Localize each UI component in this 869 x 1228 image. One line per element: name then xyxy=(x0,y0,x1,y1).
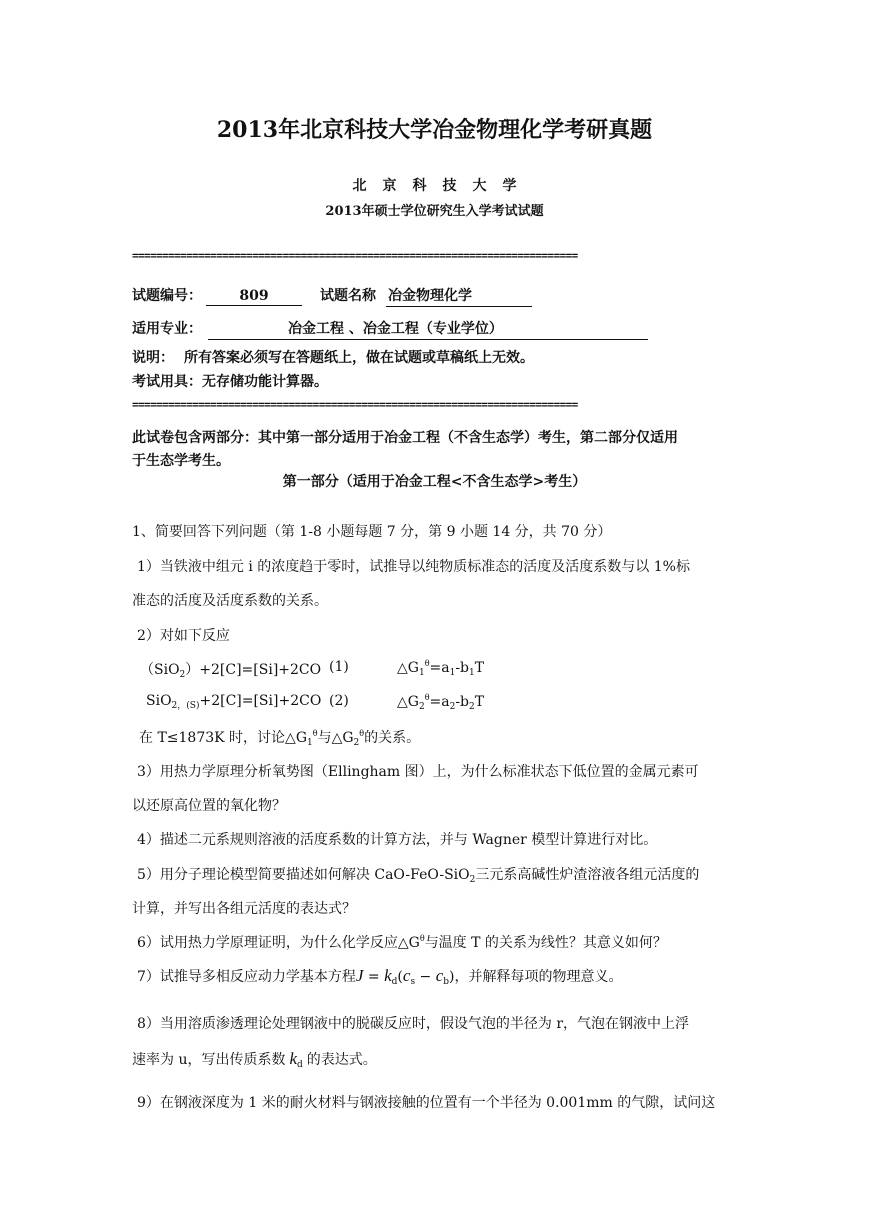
q1-7 xyxy=(137,966,622,987)
eq-paren-open: ( xyxy=(397,969,403,985)
reaction-2-right: +2[C]=[Si]+2CO xyxy=(199,693,322,709)
q1-7-text-b: ，并解释每项的物理意义。 xyxy=(454,969,623,985)
q1-9: 9）在钢液深度为 1 米的耐火材料与钢液接触的位置有一个半径为 0.001mm 的气隙，试问这 xyxy=(137,1095,716,1111)
exam-subject-label: 试题名称 xyxy=(320,288,376,304)
eq-c-b: c xyxy=(435,966,444,985)
reaction-2-sub: 2，(S) xyxy=(171,701,200,711)
university-char: 大 xyxy=(472,178,487,194)
note-text: 所有答案必须写在答题纸上，做在试题或草稿纸上无效。 xyxy=(184,350,534,366)
major-row xyxy=(132,318,648,340)
university-char: 京 xyxy=(382,178,397,194)
gibbs-term-t: T xyxy=(474,694,485,710)
major-label: 适用专业： xyxy=(132,321,202,337)
reaction-1 xyxy=(140,659,321,680)
q1-2-sup-1: θ xyxy=(312,729,318,738)
q1-2-text-c: 的关系。 xyxy=(364,730,421,746)
eq-minus: − xyxy=(415,969,436,985)
q1-1-line2: 准态的活度及活度系数的关系。 xyxy=(132,593,328,609)
note-row xyxy=(132,347,534,367)
eq-k: k xyxy=(289,1049,298,1068)
gibbs-sup: θ xyxy=(424,659,430,668)
exam-name: 2013年硕士学位研究生入学考试试题 xyxy=(325,204,544,219)
gibbs-term-a: =a xyxy=(429,660,450,676)
q1-8-text-a: 速率为 u，写出传质系数 xyxy=(132,1052,286,1068)
q1-6-text-b: 与温度 T 的关系为线性？其意义如何？ xyxy=(424,935,667,951)
eq-c-b-sub: b xyxy=(443,977,450,987)
kinetics-equation xyxy=(355,966,455,987)
q1-2-intro: 2）对如下反应 xyxy=(137,628,230,644)
q1-5-text-b: 三元系高碱性炉渣溶液各组元活度的 xyxy=(475,867,700,883)
exam-code-label: 试题编号： xyxy=(132,288,202,304)
reaction-2-left: SiO xyxy=(146,693,172,709)
tools-text: 考试用具：无存储功能计算器。 xyxy=(132,374,328,390)
q1-2-question xyxy=(139,727,420,748)
reaction-2-gibbs xyxy=(397,693,484,712)
eq-c-s-sub: s xyxy=(410,977,416,987)
part1-title: 第一部分（适用于冶金工程<不含生态学>考生） xyxy=(282,474,587,490)
gibbs-sub: 1 xyxy=(418,668,425,678)
eq-k-sub: d xyxy=(297,1060,303,1070)
eq-equals: = xyxy=(363,969,385,985)
reaction-1-left: （SiO xyxy=(140,662,180,678)
q1-5-line1 xyxy=(137,864,699,885)
q1-5-text-a: 5）用分子理论模型简要描述如何解决 CaO-FeO-SiO xyxy=(137,867,470,883)
q1-8-line2 xyxy=(132,1049,377,1070)
intro-line-1: 此试卷包含两部分：其中第一部分适用于冶金工程（不含生态学）考生，第二部分仅适用 xyxy=(132,430,678,446)
university-name xyxy=(0,175,869,195)
reaction-1-right: ）+2[C]=[Si]+2CO xyxy=(185,662,322,678)
reaction-1-gibbs xyxy=(397,659,484,678)
gibbs-symbol: △G xyxy=(397,694,419,710)
eq-k-sub: d xyxy=(391,977,398,987)
q1-heading: 1、简要回答下列问题（第 1-8 小题每题 7 分，第 9 小题 14 分，共 70 分） xyxy=(132,524,612,540)
q1-1-line1: 1）当铁液中组元 i 的浓度趋于零时，试推导以纯物质标准态的活度及活度系数与以 1%标 xyxy=(137,559,690,575)
gibbs-term-t: T xyxy=(474,660,485,676)
eq-c-s: c xyxy=(402,966,411,985)
exam-code-row xyxy=(132,285,532,307)
exam-subject-value: 冶金物理化学 xyxy=(386,285,532,307)
reaction-2 xyxy=(146,693,321,711)
gibbs-sup: θ xyxy=(424,693,430,702)
gibbs-symbol: △G xyxy=(397,660,419,676)
note-label: 说明： xyxy=(132,350,174,366)
page-title: 2013年北京科技大学冶金物理化学考研真题 xyxy=(216,117,653,143)
university-char: 科 xyxy=(412,178,427,194)
q1-3-line1: 3）用热力学原理分析氧势图（Ellingham 图）上，为什么标准状态下低位置的金属元素可 xyxy=(137,764,699,780)
q1-8-text-b: 的表达式。 xyxy=(306,1052,377,1068)
q1-6-text-a: 6）试用热力学原理证明，为什么化学反应△G xyxy=(137,935,420,951)
eq-j: J xyxy=(355,966,364,985)
intro-line-2: 于生态学考生。 xyxy=(132,453,230,469)
exam-code-value: 809 xyxy=(206,288,302,306)
q1-5-line2: 计算，并写出各组元活度的表达式？ xyxy=(132,901,356,917)
q1-3-line2: 以还原高位置的氧化物？ xyxy=(132,798,286,814)
gibbs-term-b: -b xyxy=(455,694,470,710)
divider-bottom: ========================================================================== xyxy=(132,398,578,411)
gibbs-term-b: -b xyxy=(455,660,470,676)
major-value: 冶金工程 、冶金工程（专业学位） xyxy=(208,318,648,340)
eq-paren-close: ) xyxy=(449,969,455,985)
q1-2-sub-1: 1 xyxy=(307,738,313,748)
reaction-2-number: (2) xyxy=(329,693,349,709)
q1-6-sup: θ xyxy=(419,934,425,943)
q1-4: 4）描述二元系规则溶液的活度系数的计算方法，并与 Wagner 模型计算进行对比。 xyxy=(137,832,658,848)
q1-2-text-a: 在 T≤1873K 时，讨论△G xyxy=(139,730,308,746)
gibbs-sub: 2 xyxy=(418,702,425,712)
q1-5-sub: 2 xyxy=(469,875,476,885)
q1-6 xyxy=(137,932,667,952)
gibbs-term-a-sub: 1 xyxy=(449,668,456,678)
university-char: 北 xyxy=(352,178,367,194)
reaction-1-sub: 2 xyxy=(179,670,186,680)
gibbs-term-b-sub: 2 xyxy=(469,702,475,712)
gibbs-term-a-sub: 2 xyxy=(449,702,456,712)
q1-7-text-a: 7）试推导多相反应动力学基本方程 xyxy=(137,969,356,985)
eq-k: k xyxy=(384,966,392,985)
divider-top: ========================================================================== xyxy=(132,249,578,262)
university-char: 技 xyxy=(442,178,457,194)
q1-2-text-b: 与△G xyxy=(317,730,354,746)
q1-8-line1: 8）当用溶质渗透理论处理钢液中的脱碳反应时，假设气泡的半径为 r，气泡在钢液中上浮 xyxy=(137,1016,690,1032)
university-char: 学 xyxy=(502,178,517,194)
q1-2-sup-2: θ xyxy=(359,729,365,738)
gibbs-term-a: =a xyxy=(429,694,450,710)
reaction-1-number: (1) xyxy=(329,659,349,675)
gibbs-term-b-sub: 1 xyxy=(469,668,475,678)
q1-2-sub-2: 2 xyxy=(353,738,360,748)
